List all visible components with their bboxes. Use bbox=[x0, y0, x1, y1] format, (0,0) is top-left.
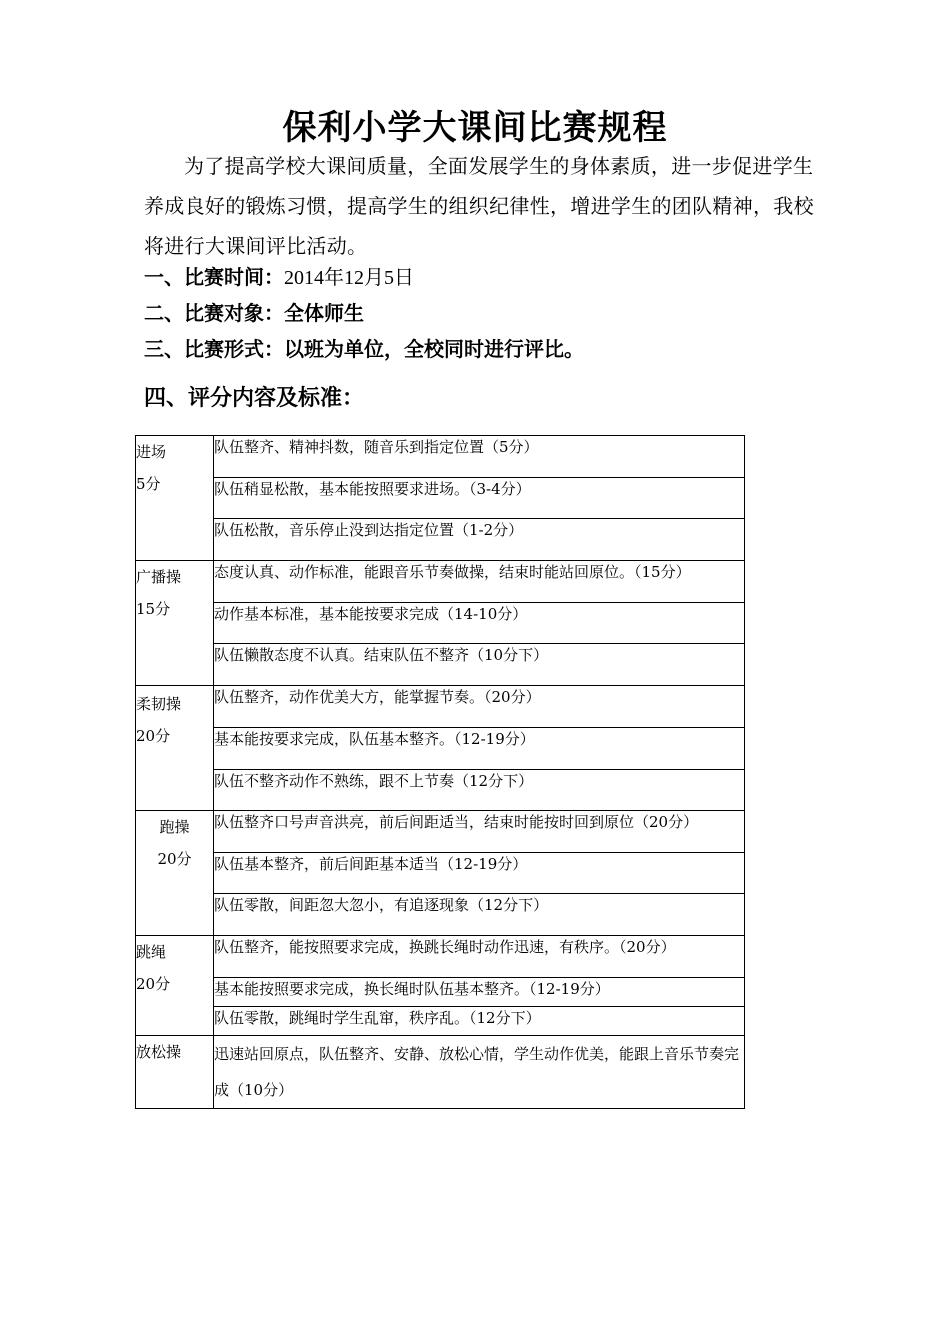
category-name: 跳绳 bbox=[136, 943, 167, 961]
criterion-cell: 队伍松散，音乐停止没到达指定位置（1-2分） bbox=[214, 519, 745, 561]
section-format: 三、比赛形式：以班为单位，全校同时进行评比。 bbox=[144, 337, 584, 361]
criterion-cell: 迅速站回原点，队伍整齐、安静、放松心情，学生动作优美，能跟上音乐节奏完成（10分） bbox=[214, 1036, 745, 1109]
criterion-cell: 队伍整齐，动作优美大方，能掌握节奏。（20分） bbox=[214, 686, 745, 728]
criterion-cell: 队伍整齐、精神抖数，随音乐到指定位置（5分） bbox=[214, 436, 745, 478]
category-cell bbox=[136, 1036, 214, 1109]
table-row bbox=[136, 728, 745, 770]
criterion-cell: 队伍稍显松散，基本能按照要求进场。（3-4分） bbox=[214, 478, 745, 519]
table-row bbox=[136, 519, 745, 561]
section-time-value: 2014年12月5日 bbox=[284, 267, 414, 289]
category-points: 20分 bbox=[157, 850, 192, 868]
category-cell bbox=[136, 686, 214, 811]
table-row bbox=[136, 894, 745, 936]
table-row bbox=[136, 561, 745, 603]
table-row bbox=[136, 686, 745, 728]
table-row bbox=[136, 603, 745, 644]
criterion-cell: 动作基本标准，基本能按要求完成（14-10分） bbox=[214, 603, 745, 644]
table-row bbox=[136, 936, 745, 978]
criterion-cell: 队伍基本整齐，前后间距基本适当（12-19分） bbox=[214, 853, 745, 894]
criterion-cell: 队伍整齐，能按照要求完成，换跳长绳时动作迅速，有秩序。（20分） bbox=[214, 936, 745, 978]
table-row bbox=[136, 478, 745, 519]
category-cell bbox=[136, 811, 214, 936]
document-title: 保利小学大课间比赛规程 bbox=[282, 108, 668, 148]
criterion-cell: 队伍不整齐动作不熟练，跟不上节奏（12分下） bbox=[214, 770, 745, 811]
category-cell bbox=[136, 936, 214, 1036]
table-row bbox=[136, 811, 745, 853]
table-row bbox=[136, 1007, 745, 1036]
category-name: 放松操 bbox=[136, 1043, 182, 1061]
section-target: 二、比赛对象：全体师生 bbox=[144, 301, 364, 325]
table-row bbox=[136, 853, 745, 894]
category-name: 进场 bbox=[136, 443, 167, 461]
table-row bbox=[136, 1036, 745, 1109]
criterion-cell: 队伍懒散态度不认真。结束队伍不整齐（10分下） bbox=[214, 644, 745, 686]
category-points: 5分 bbox=[136, 475, 161, 493]
table-row bbox=[136, 644, 745, 686]
intro-paragraph: 为了提高学校大课间质量，全面发展学生的身体素质，进一步促进学生养成良好的锻炼习惯，提高学生的组织纪律性，增进学生的团队精神，我校将进行大课间评比活动。 bbox=[144, 154, 814, 258]
category-name: 广播操 bbox=[136, 568, 182, 586]
category-cell bbox=[136, 561, 214, 686]
category-name: 柔韧操 bbox=[136, 695, 182, 713]
category-cell bbox=[136, 436, 214, 561]
criterion-cell: 态度认真、动作标准，能跟音乐节奏做操，结束时能站回原位。（15分） bbox=[214, 561, 745, 603]
table-row bbox=[136, 436, 745, 478]
category-points: 20分 bbox=[136, 727, 171, 745]
criterion-cell: 队伍整齐口号声音洪亮，前后间距适当，结束时能按时回到原位（20分） bbox=[214, 811, 745, 853]
category-points: 15分 bbox=[136, 600, 171, 618]
section-scoring: 四、评分内容及标准： bbox=[144, 385, 365, 411]
criterion-cell: 基本能按要求完成，队伍基本整齐。（12-19分） bbox=[214, 728, 745, 770]
category-points: 20分 bbox=[136, 975, 171, 993]
table-row bbox=[136, 770, 745, 811]
section-time bbox=[144, 259, 414, 296]
criterion-cell: 基本能按照要求完成，换长绳时队伍基本整齐。（12-19分） bbox=[214, 978, 745, 1007]
section-time-label: 一、比赛时间： bbox=[144, 265, 284, 289]
criterion-cell: 队伍零散，跳绳时学生乱窜，秩序乱。（12分下） bbox=[214, 1007, 745, 1036]
table-row bbox=[136, 978, 745, 1007]
scoring-table bbox=[135, 435, 745, 1109]
category-name: 跑操 bbox=[159, 818, 190, 836]
criterion-cell: 队伍零散，间距忽大忽小，有追逐现象（12分下） bbox=[214, 894, 745, 936]
